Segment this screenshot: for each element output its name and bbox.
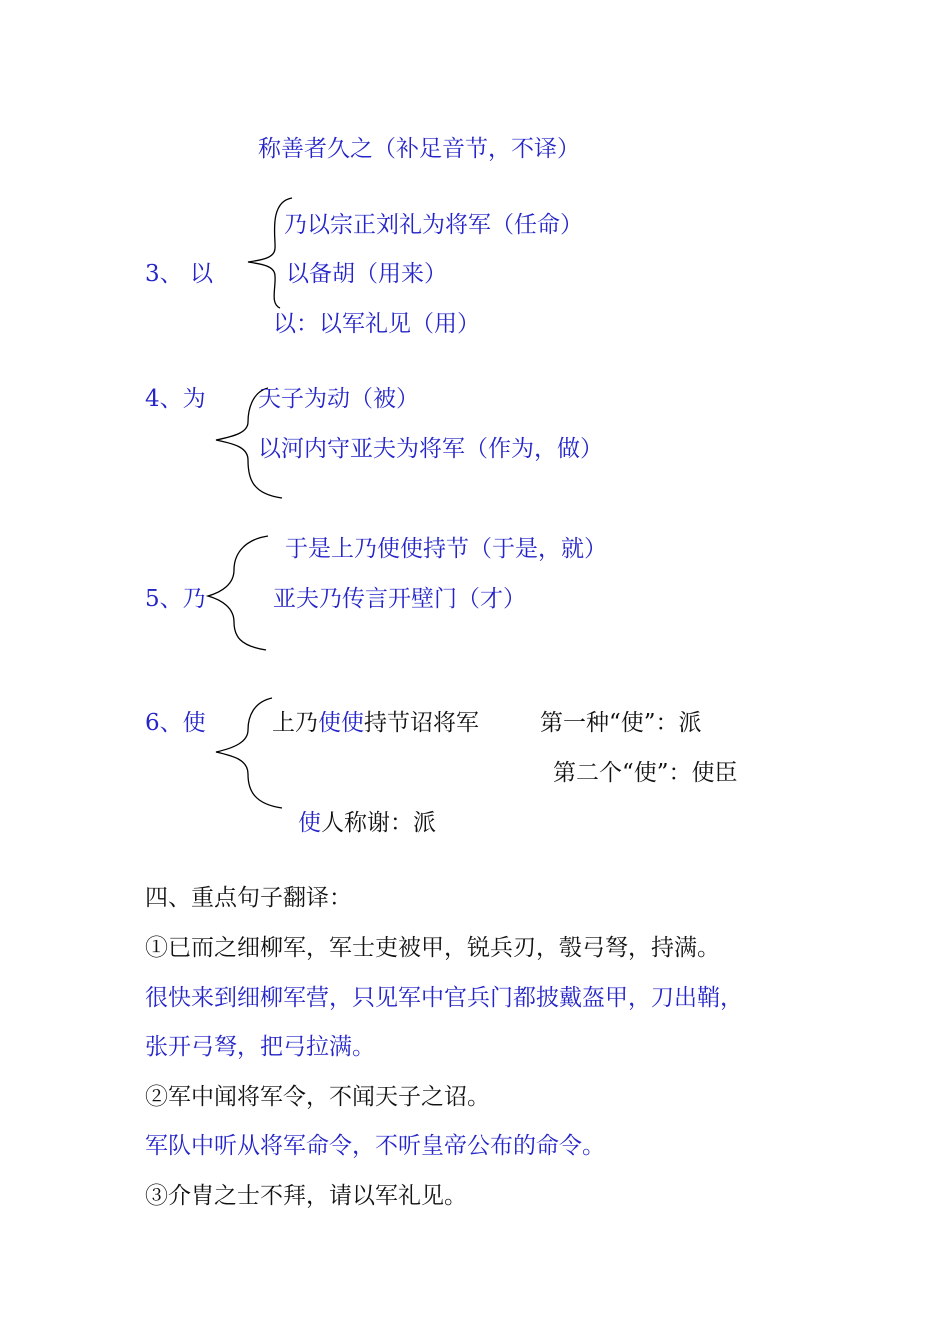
section-6-note-2: 第二个“使”：使臣 xyxy=(553,760,738,786)
sentence-1-original: ①已而之细柳军，军士吏被甲，锐兵刃，彀弓弩，持满。 xyxy=(145,935,720,961)
section-6-item-1-highlight: 使使 xyxy=(318,710,364,736)
section-5-item-1: 于是上乃使使持节（于是，就） xyxy=(285,536,607,562)
section-3-item-2: 以备胡（用来） xyxy=(286,261,447,287)
sentence-1-translation-line-2: 张开弓弩，把弓拉满。 xyxy=(145,1034,375,1060)
section-4-label: 4、为 xyxy=(145,386,206,412)
section-3-item-3: 以：以军礼见（用） xyxy=(273,311,480,337)
section-5-label: 5、乃 xyxy=(145,586,206,612)
section-6-item-1 xyxy=(272,708,479,738)
section-6-note-1: 第一种“使”：派 xyxy=(540,710,702,736)
section-4-item-1: 天子为动（被） xyxy=(258,386,419,412)
section-6-item-3 xyxy=(298,808,436,838)
section-6-item-1-post: 持节诏将军 xyxy=(364,710,479,736)
section-6-label: 6、使 xyxy=(145,710,206,736)
section-6-item-3-post: 人称谢：派 xyxy=(321,810,436,836)
sentence-3-original: ③介胄之士不拜，请以军礼见。 xyxy=(145,1183,467,1209)
section-5-item-2: 亚夫乃传言开壁门（才） xyxy=(273,586,526,612)
sentence-2-translation: 军队中听从将军命令，不听皇帝公布的命令。 xyxy=(145,1133,605,1159)
continuation-line: 称善者久之（补足音节，不译） xyxy=(258,136,580,162)
section-3-label: 3、 以 xyxy=(145,261,213,287)
section-6-item-1-pre: 上乃 xyxy=(272,710,318,736)
sentence-2-original: ②军中闻将军令，不闻天子之诏。 xyxy=(145,1084,490,1110)
section-3-item-1: 乃以宗正刘礼为将军（任命） xyxy=(284,212,583,238)
translation-heading: 四、重点句子翻译： xyxy=(145,885,352,911)
sentence-1-translation-line-1: 很快来到细柳军营，只见军中官兵门都披戴盔甲，刀出鞘， xyxy=(145,985,743,1011)
section-6-item-3-highlight: 使 xyxy=(298,810,321,836)
section-4-item-2: 以河内守亚夫为将军（作为，做） xyxy=(258,436,603,462)
